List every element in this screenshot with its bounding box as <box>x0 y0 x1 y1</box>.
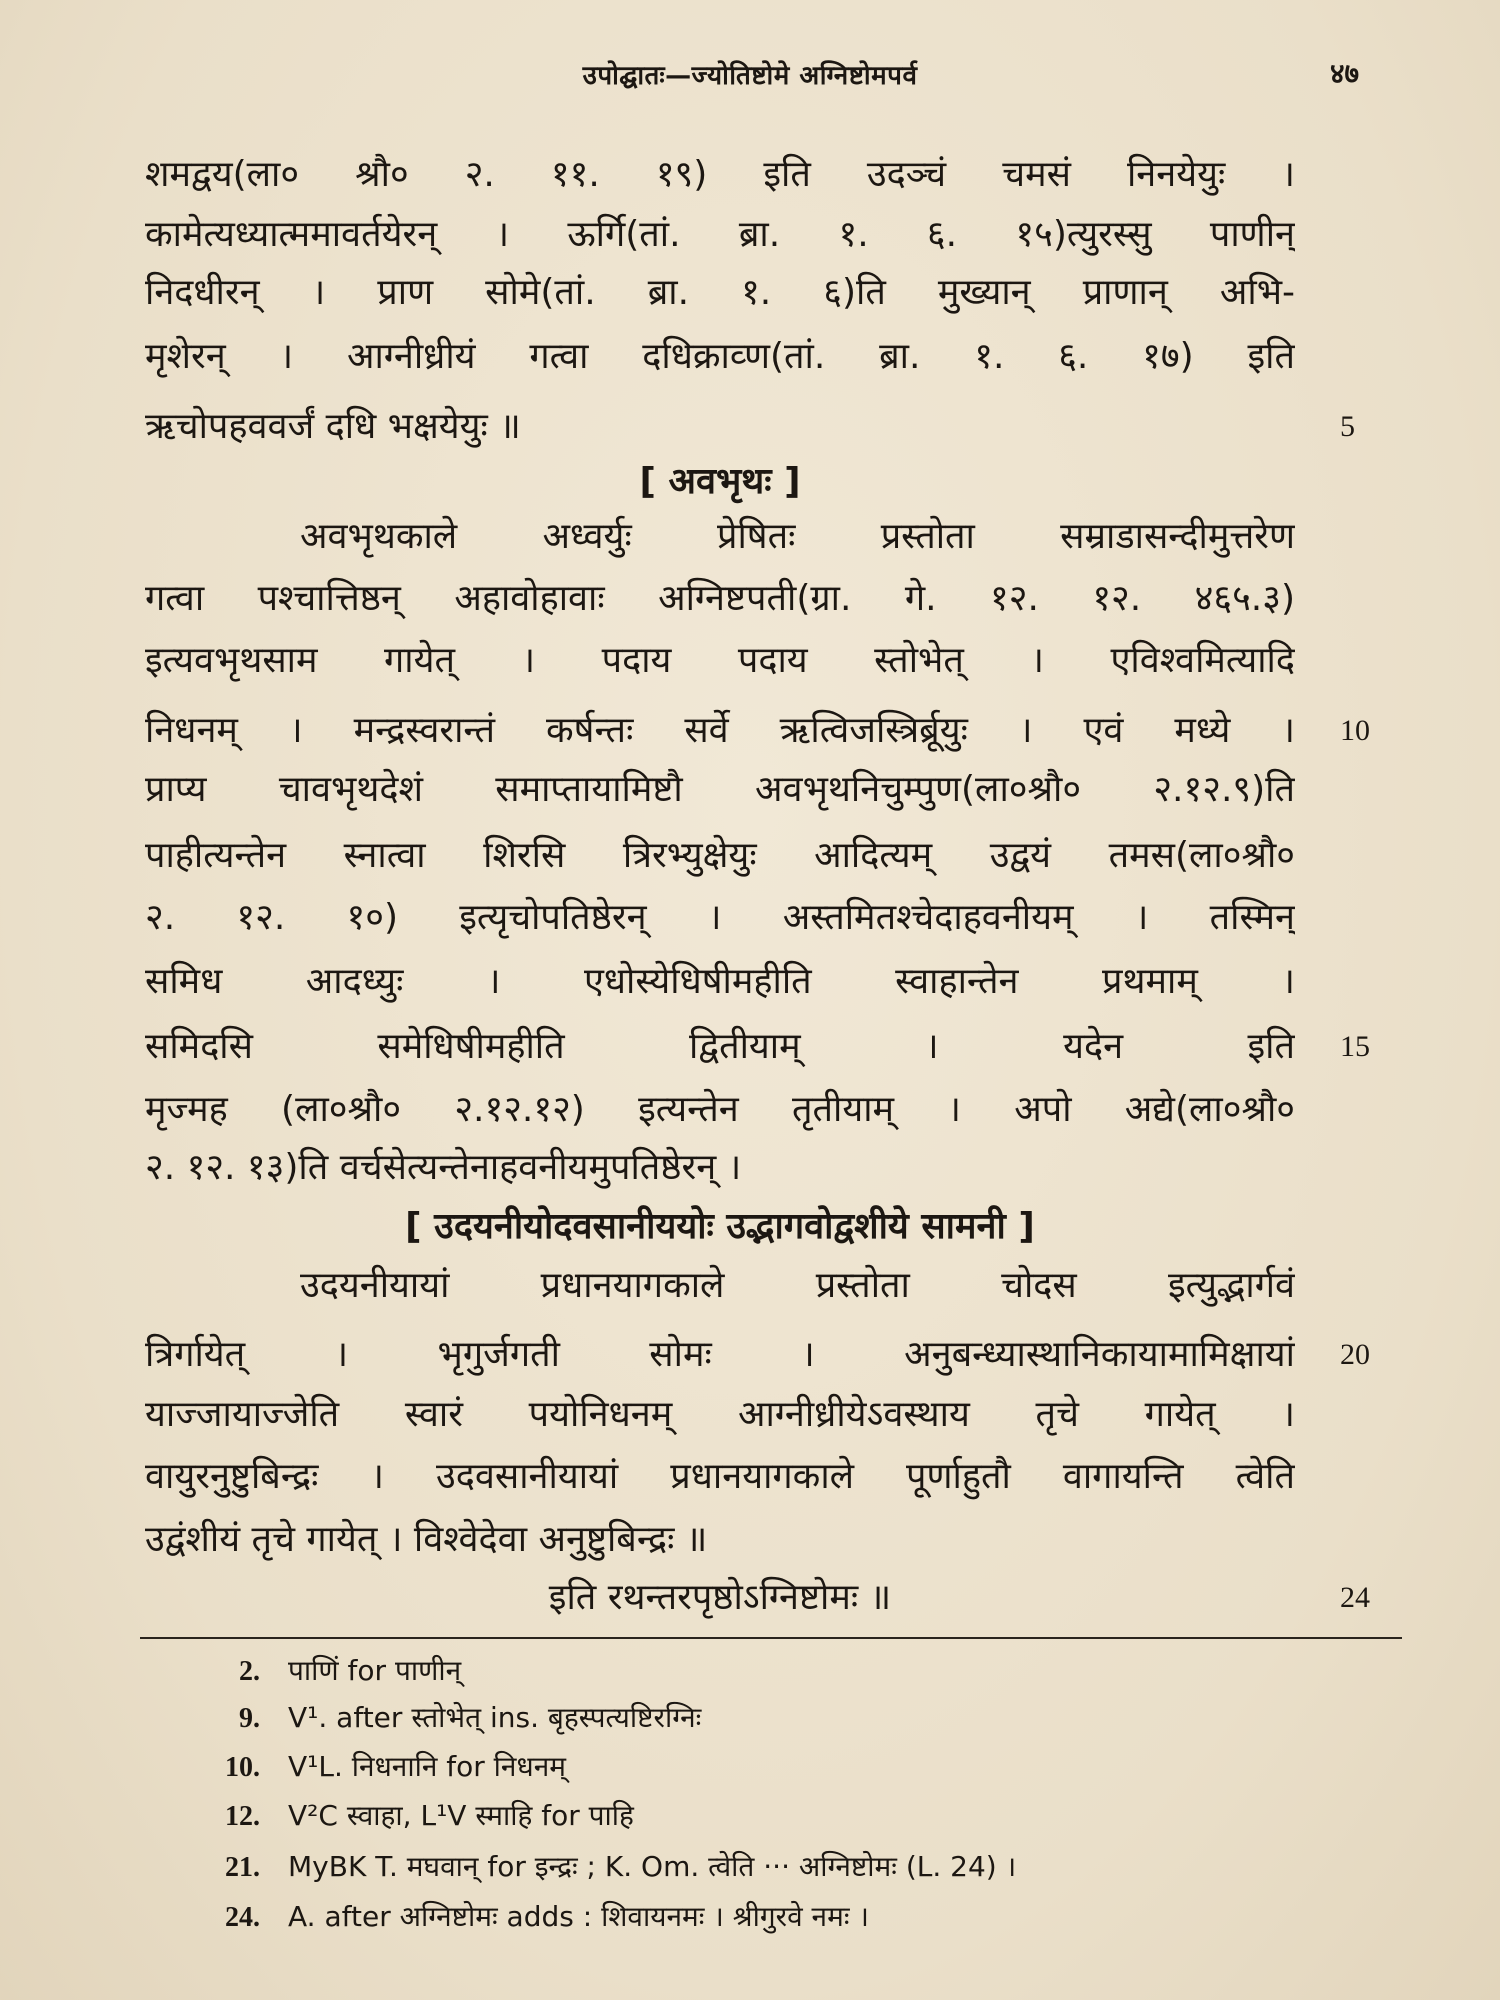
footnote-text: पाणिं for पाणीन् <box>288 1654 462 1687</box>
text-line: कामेत्यध्यात्ममावर्तयेरन् । ऊर्गि(तां. ब्रा. १. ६. १५)त्युरस्सु पाणीन् <box>145 214 1295 255</box>
footnote <box>200 1795 1400 1837</box>
text-line: निधनम् । मन्द्रस्वरान्तं कर्षन्तः सर्वे ऋत्विजस्त्रिर्ब्रूयुः । एवं मध्ये । <box>145 710 1295 751</box>
footnote-text: A. after अग्निष्टोमः adds : शिवायनमः । श्रीगुरवे नमः । <box>288 1900 870 1933</box>
text-line: २. १२. १३)ति वर्चसेत्यन्तेनाहवनीयमुपतिष्ठेरन् । <box>145 1147 742 1188</box>
footnote <box>200 1896 1400 1938</box>
text-line: समिध आदध्युः । एधोस्येधिषीमहीति स्वाहान्तेन प्रथमाम् । <box>145 961 1295 1002</box>
text-line: उदयनीयायां प्रधानयागकाले प्रस्तोता चोदस इत्युद्भार्गवं <box>300 1265 1295 1306</box>
footnote <box>200 1846 1400 1888</box>
text-line: २. १२. १०) इत्यृचोपतिष्ठेरन् । अस्तमितश्चेदाहवनीयम् । तस्मिन् <box>145 897 1295 938</box>
footnote-text: V¹. after स्तोभेत् ins. बृहस्पत्यष्टिरग्निः <box>288 1701 702 1734</box>
text-line: अवभृथकाले अध्वर्युः प्रेषितः प्रस्तोता सम्राडासन्दीमुत्तरेण <box>300 516 1295 557</box>
margin-line-number: 10 <box>1340 714 1370 747</box>
margin-line-number: 24 <box>1340 1581 1370 1614</box>
margin-line-number: 15 <box>1340 1030 1370 1063</box>
footnote <box>200 1697 1400 1739</box>
margin-line-number: 20 <box>1340 1338 1370 1371</box>
text-line: त्रिर्गायेत् । भृगुर्जगती सोमः । अनुबन्ध्यास्थानिकायामामिक्षायां <box>145 1334 1295 1375</box>
text-line: प्राप्य चावभृथदेशं समाप्तायामिष्टौ अवभृथनिचुम्पुण(ला०श्रौ० २.१२.९)ति <box>145 769 1295 810</box>
footnote-number: 9. <box>239 1703 260 1734</box>
section-heading-udayaniya: [ उदयनीयोदवसानीययोः उद्भागवोद्वशीये सामनी ] <box>405 1206 1035 1247</box>
closing-line: इति रथन्तरपृष्ठोऽग्निष्टोमः ॥ <box>548 1577 892 1618</box>
text-line: गत्वा पश्चात्तिष्ठन् अहावोहावाः अग्निष्टपती(ग्रा. गे. १२. १२. ४६५.३) <box>145 578 1295 619</box>
text-line: इत्यवभृथसाम गायेत् । पदाय पदाय स्तोभेत् । एविश्वमित्यादि <box>145 640 1295 681</box>
text-line: मृशेरन् । आग्नीध्रीयं गत्वा दधिक्राव्ण(तां. ब्रा. १. ६. १७) इति <box>145 336 1295 377</box>
text-line: ऋचोपहववर्जं दधि भक्षयेयुः ॥ <box>145 406 521 447</box>
section-heading-avabhritha: [ अवभृथः ] <box>639 461 801 502</box>
text-line: शमद्वय(ला० श्रौ० २. ११. १९) इति उदञ्चं चमसं निनयेयुः । <box>145 154 1295 195</box>
footnote-divider <box>140 1637 1402 1639</box>
text-line: समिदसि समेधिषीमहीति द्वितीयाम् । यदेन इति <box>145 1026 1295 1067</box>
text-line: पाहीत्यन्तेन स्नात्वा शिरसि त्रिरभ्युक्षेयुः आदित्यम् उद्वयं तमस(ला०श्रौ० <box>145 835 1295 876</box>
footnote-text: MyBK T. मघवान् for इन्द्रः ; K. Om. त्वेति ··· अग्निष्टोमः (L. 24) । <box>288 1850 1017 1883</box>
text-line: निदधीरन् । प्राण सोमे(तां. ब्रा. १. ६)ति मुख्यान् प्राणान् अभि- <box>145 272 1295 313</box>
text-line: उद्वंशीयं तृचे गायेत् । विश्वेदेवा अनुष्टुबिन्द्रः ॥ <box>145 1519 708 1560</box>
footnote-number: 12. <box>225 1801 260 1832</box>
text-line: याज्जायाज्जेति स्वारं पयोनिधनम् आग्नीध्रीयेऽवस्थाय तृचे गायेत् । <box>145 1394 1295 1435</box>
footnote-number: 21. <box>225 1852 260 1883</box>
footnote <box>200 1746 1400 1788</box>
margin-line-number: 5 <box>1340 410 1355 443</box>
text-line: मृज्मह (ला०श्रौ० २.१२.१२) इत्यन्तेन तृतीयाम् । अपो अद्ये(ला०श्रौ० <box>145 1089 1295 1130</box>
text-line: वायुरनुष्टुबिन्द्रः । उदवसानीयायां प्रधानयागकाले पूर्णाहुतौ वागायन्ति त्वेति <box>145 1456 1295 1497</box>
footnote-number: 10. <box>225 1752 260 1783</box>
footnote-text: V¹L. निधनानि for निधनम् <box>288 1750 566 1783</box>
footnote <box>200 1650 1400 1692</box>
footnote-text: V²C स्वाहा, L¹V स्माहि for पाहि <box>288 1799 634 1832</box>
page-number: ४७ <box>1330 57 1360 90</box>
running-head: उपोद्घातः—ज्योतिष्टोमे अग्निष्टोमपर्व <box>582 61 918 91</box>
footnote-number: 24. <box>225 1902 260 1933</box>
footnote-number: 2. <box>239 1656 260 1687</box>
